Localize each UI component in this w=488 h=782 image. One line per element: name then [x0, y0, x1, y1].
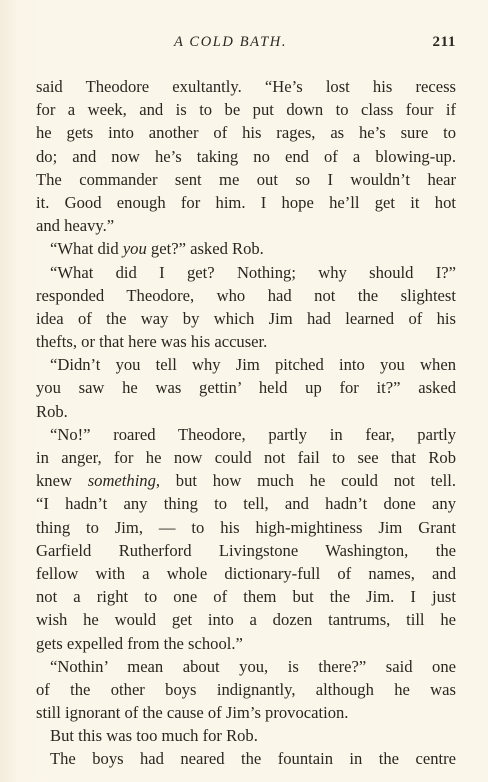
text-line: [36, 608, 456, 631]
text-segment: idea of the way by which Jim had learned of his: [36, 308, 456, 328]
text-line: [36, 75, 456, 98]
running-head: A COLD BATH.: [174, 34, 288, 50]
text-line: [36, 678, 456, 701]
text-segment: “Didn’t you tell why Jim pitched into you when: [50, 355, 456, 375]
text-segment: “I hadn’t any thing to tell, and hadn’t done any: [36, 494, 456, 514]
text-segment: you saw he was gettin’ held up for it?” asked: [36, 378, 456, 398]
text-line: [36, 446, 456, 469]
text-segment: knew: [36, 471, 88, 491]
page-number: 211: [432, 34, 456, 50]
text-segment: The boys had neared the fountain in the centre: [50, 749, 456, 769]
text-segment: But this was too much for Rob.: [50, 726, 258, 746]
text-line: [36, 423, 456, 446]
text-segment: gets expelled from the school.”: [36, 633, 243, 653]
text-segment: Garfield Rutherford Livingstone Washington, the: [36, 540, 456, 560]
text-segment: , but how much he could not tell.: [155, 471, 456, 491]
text-line: [36, 562, 456, 585]
text-line: [36, 284, 456, 307]
text-segment: responded Theodore, who had not the slightest: [36, 285, 456, 305]
text-segment: The commander sent me out so I wouldn’t hear: [36, 169, 456, 189]
text-line: [36, 145, 456, 168]
text-segment: not a right to one of them but the Jim. I just: [36, 587, 456, 607]
page-header: [36, 34, 456, 54]
text-line: [36, 655, 456, 678]
text-line: [36, 330, 456, 353]
text-line: [36, 492, 456, 515]
text-segment: of the other boys indignantly, although he was: [36, 679, 456, 699]
text-line: [36, 214, 456, 237]
text-segment: “What did I get? Nothing; why should I?”: [50, 262, 456, 282]
text-segment: “No!” roared Theodore, partly in fear, partly: [50, 424, 456, 444]
text-line: [36, 376, 456, 399]
italic-text: you: [122, 239, 147, 259]
text-line: [36, 98, 456, 121]
text-segment: still ignorant of the cause of Jim’s provocation.: [36, 703, 349, 723]
text-line: [36, 168, 456, 191]
text-segment: wish he would get into a dozen tantrums, till he: [36, 610, 456, 630]
text-line: [36, 469, 456, 492]
text-line: [36, 191, 456, 214]
italic-text: something: [87, 471, 156, 491]
text-segment: do; and now he’s taking no end of a blowing-up.: [36, 146, 456, 166]
text-segment: thing to Jim, — to his high-mightiness Jim Grant: [36, 517, 456, 537]
text-segment: said Theodore exultantly. “He’s lost his recess: [36, 77, 456, 96]
text-line: [36, 237, 456, 260]
text-segment: for a week, and is to be put down to class four if: [36, 100, 456, 120]
text-line: [36, 400, 456, 423]
text-segment: fellow with a whole dictionary-full of names, and: [36, 563, 456, 583]
text-segment: get?” asked Rob.: [146, 239, 264, 259]
text-line: [36, 261, 456, 284]
text-line: [36, 516, 456, 539]
text-line: [36, 539, 456, 562]
text-segment: he gets into another of his rages, as he’s sure to: [36, 123, 456, 143]
text-segment: thefts, or that here was his accuser.: [36, 332, 268, 352]
text-line: [36, 307, 456, 330]
body-text: [36, 75, 456, 771]
text-line: [36, 121, 456, 144]
text-segment: Rob.: [36, 401, 68, 421]
text-line: [36, 353, 456, 376]
text-segment: it. Good enough for him. I hope he’ll get it hot: [36, 192, 456, 212]
text-line: [36, 747, 456, 770]
text-line: [36, 701, 456, 724]
text-line: [36, 632, 456, 655]
text-line: [36, 585, 456, 608]
text-segment: “Nothin’ mean about you, is there?” said one: [50, 656, 456, 676]
text-segment: “What did: [50, 239, 123, 259]
text-segment: and heavy.”: [36, 216, 115, 236]
text-segment: in anger, for he now could not fail to see that Rob: [36, 448, 456, 467]
text-line: [36, 724, 456, 747]
